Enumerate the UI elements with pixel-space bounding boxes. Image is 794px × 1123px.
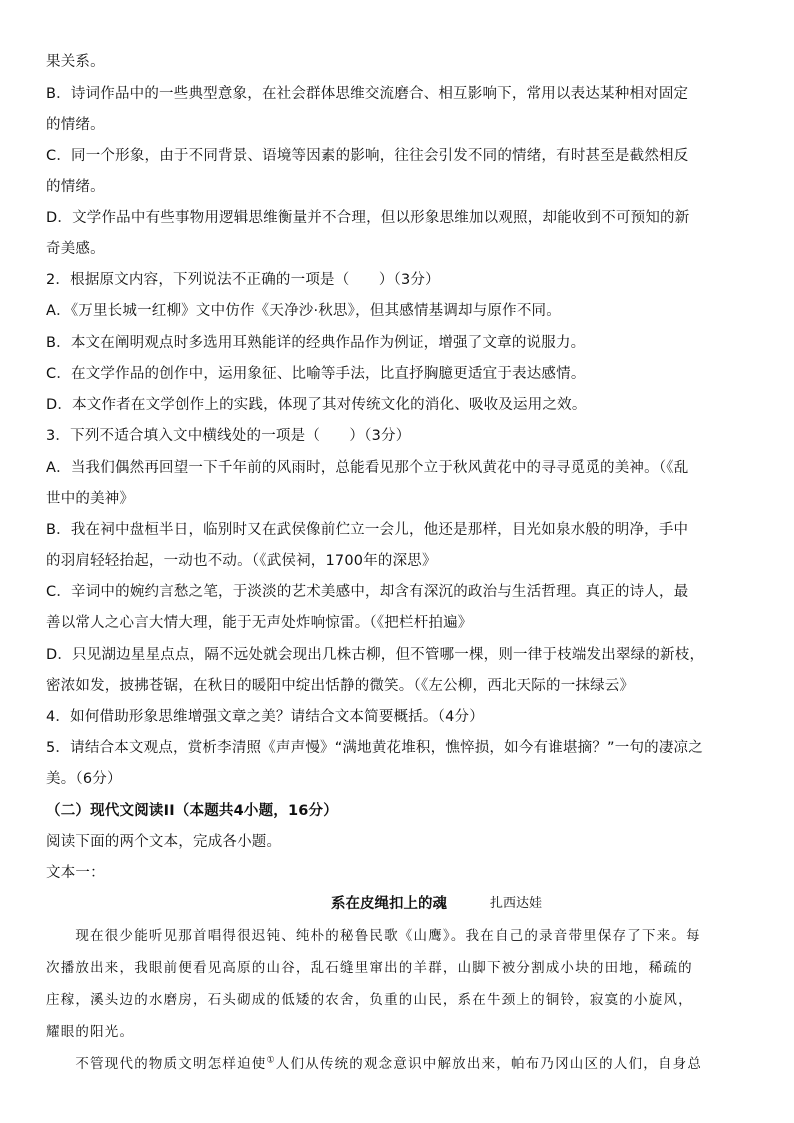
option-d-line: D．文学作品中有些事物用逻辑思维衡量并不合理，但以形象思维加以观照，却能收到不可预知的新 [46,210,690,226]
article-line: 耀眼的阳光。 [46,1024,135,1040]
text-line: 善以常人之心言大情大理，能于无声处炸响惊雷。（《把栏杆拍遍》 [46,615,473,631]
article-text: 人们从传统的观念意识中解放出来，帕布乃冈山区的人们，自身总 [275,1056,703,1072]
option-b-line: B．诗词作品中的一些典型意象，在社会群体思维交流磨合、相互影响下，常用以表达某种相对固定 [46,86,689,102]
question-5: 5．请结合本文观点，赏析李清照《声声慢》“满地黄花堆积，憔悴损，如今有谁堪摘？”一句的凄凉之 [46,740,703,756]
text-label: 文本一： [46,865,105,881]
q2-option-a: A．《万里长城一红柳》文中仿作《天净沙·秋思》，但其感情基调却与原作不同。 [46,303,561,319]
article-author: 扎西达娃 [490,896,543,911]
article-line: 次播放出来，我眼前便看见高原的山谷，乱石缝里窜出的羊群，山脚下被分割成小块的田地，稀疏的 [46,960,693,976]
text-line: 果关系。 [46,54,105,70]
q2-option-c: C．在文学作品的创作中，运用象征、比喻等手法，比直抒胸臆更适宜于表达感情。 [46,366,586,382]
q3-option-b: B．我在祠中盘桓半日，临别时又在武侯像前伫立一会儿，他还是那样，目光如泉水般的明净，手中 [46,522,689,538]
q3-option-c: C．辛词中的婉约言愁之笔，于淡淡的艺术美感中，却含有深沉的政治与生活哲理。真正的诗人，最 [46,584,689,600]
q3-option-d: D．只见湖边星星点点，隔不远处就会现出几株古柳，但不管哪一棵，则一律于枝端发出翠绿的新枝， [46,647,705,663]
text-line: 的情绪。 [46,179,105,195]
article-line: 现在很少能听见那首唱得很迟钝、纯朴的秘鲁民歌《山鹰》。我在自己的录音带里保存了下来。每 [46,928,701,944]
article-line: 庄稼，溪头边的水磨房，石头砌成的低矮的农舍，负重的山民，系在牛颈上的铜铃，寂寞的小旋风， [46,992,693,1008]
q3-option-a: A．当我们偶然再回望一下千年前的风雨时，总能看见那个立于秋风黄花中的寻寻觅觅的美神。（《乱 [46,460,689,476]
text-line: 奇美感。 [46,241,105,257]
text-line: 的情绪。 [46,117,105,133]
text-line: 美。（6分） [46,771,122,787]
text-line: 密浓如发，披拂苍锯，在秋日的暖阳中绽出恬静的微笑。（《左公柳，西北天际的一抹绿云》 [46,678,635,694]
text-line: 的羽肩轻轻抬起，一动也不动。（《武侯祠，1700年的深思》 [46,553,437,569]
section-heading: （二）现代文阅读II（本题共4小题，16分） [46,803,338,819]
instruction-line: 阅读下面的两个文本，完成各小题。 [46,834,282,850]
option-c-line: C．同一个形象，由于不同背景、语境等因素的影响，往往会引发不同的情绪，有时甚至是截然相反 [46,148,689,164]
article-line [46,1054,754,1074]
text-line: 世中的美神》 [46,491,135,507]
article-text: 不管现代的物质文明怎样迫使 [46,1056,267,1072]
footnote-marker: ① [266,1055,276,1066]
question-2: 2．根据原文内容，下列说法不正确的一项是（ ）（3分） [46,272,440,288]
article-title: 系在皮绳扣上的魂 [331,895,447,912]
q2-option-b: B．本文在阐明观点时多选用耳熟能详的经典作品作为例证，增强了文章的说服力。 [46,335,586,351]
question-4: 4．如何借助形象思维增强文章之美？请结合文本简要概括。（4分） [46,709,484,725]
q2-option-d: D．本文作者在文学创作上的实践，体现了其对传统文化的消化、吸收及运用之效。 [46,397,587,413]
question-3: 3．下列不适合填入文中横线处的一项是（ ）（3分） [46,428,411,444]
